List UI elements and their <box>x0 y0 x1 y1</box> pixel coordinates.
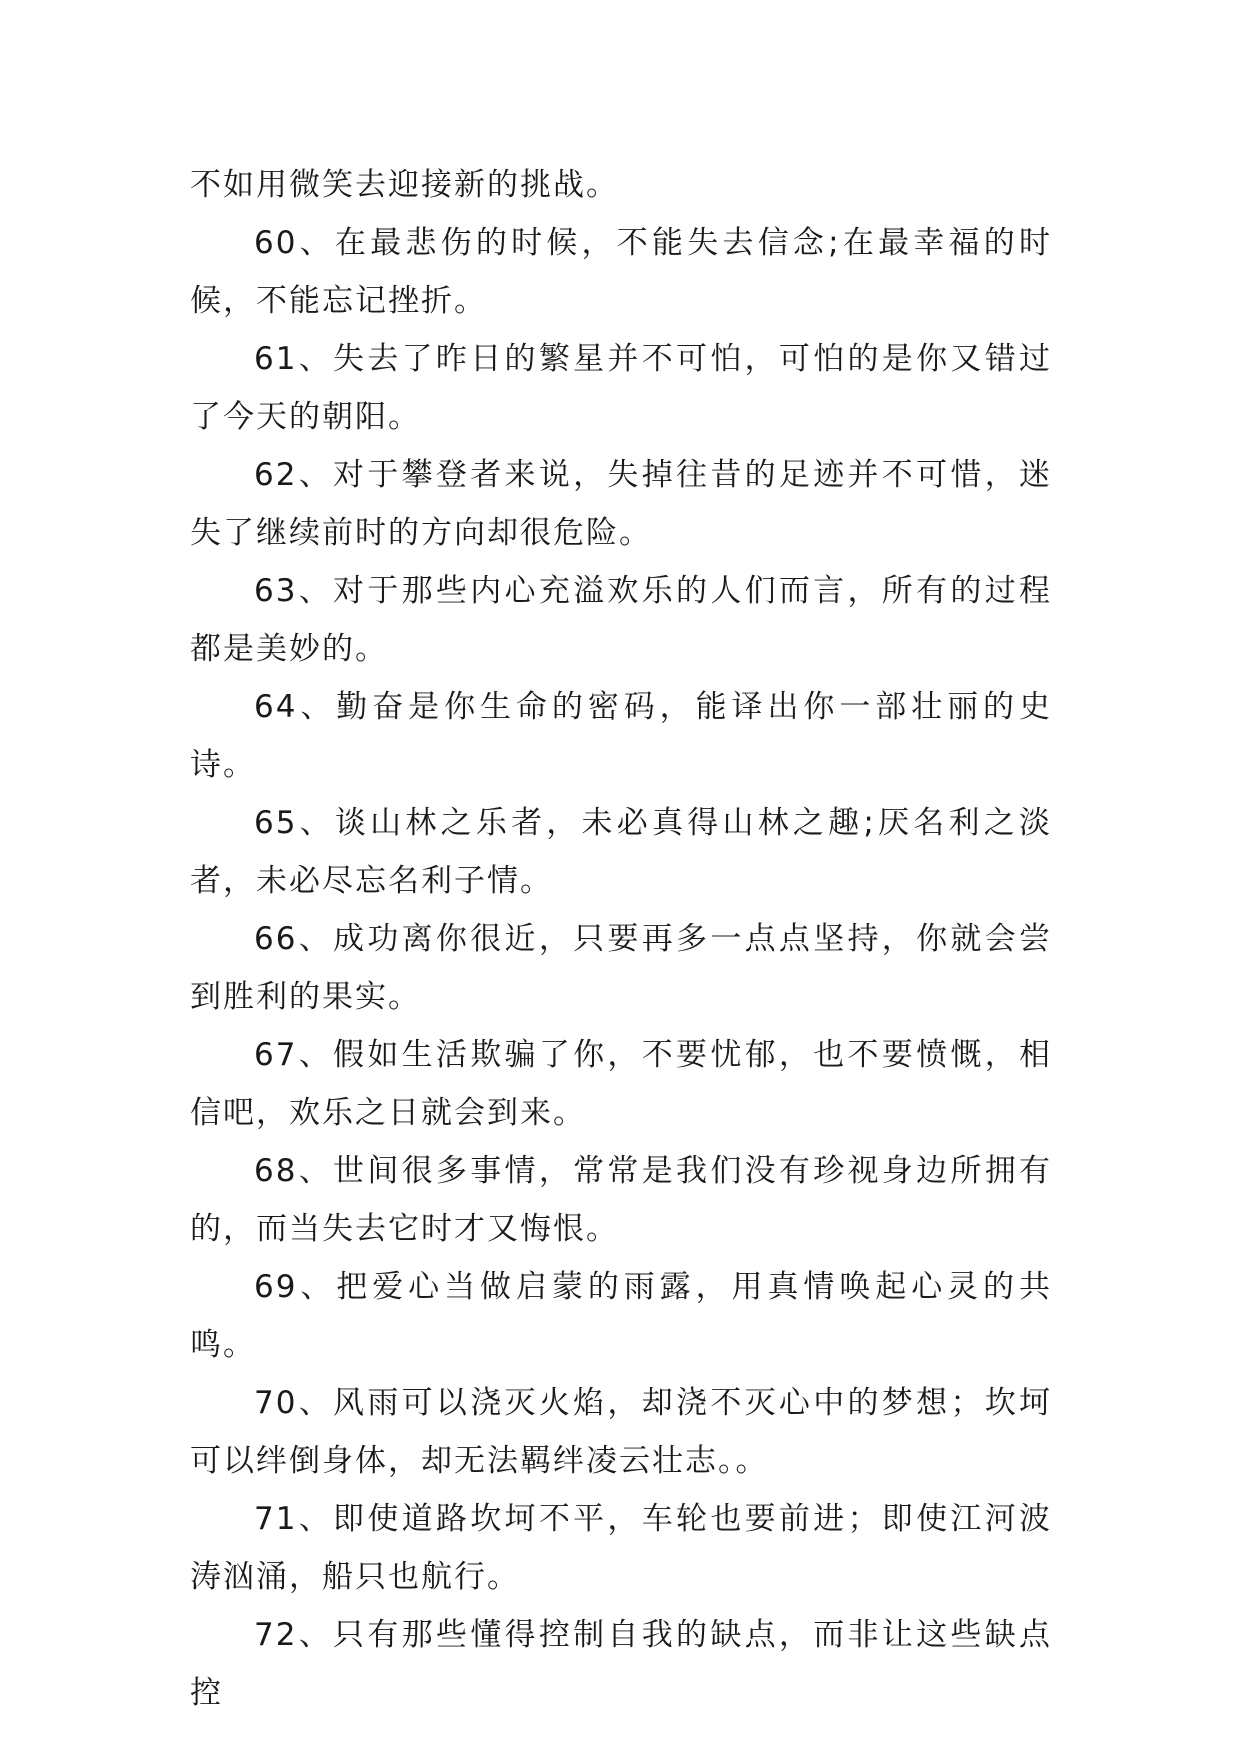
quote-60: 60、在最悲伤的时候，不能失去信念;在最幸福的时候，不能忘记挫折。 <box>190 225 1052 319</box>
quote-61: 61、失去了昨日的繁星并不可怕，可怕的是你又错过了今天的朝阳。 <box>190 341 1052 435</box>
document-body <box>190 156 1052 1722</box>
quote-64: 64、勤奋是你生命的密码，能译出你一部壮丽的史诗。 <box>190 689 1052 783</box>
quote-72: 72、只有那些懂得控制自我的缺点，而非让这些缺点控 <box>190 1617 1052 1711</box>
quote-63: 63、对于那些内心充溢欢乐的人们而言，所有的过程都是美妙的。 <box>190 573 1052 667</box>
quote-66: 66、成功离你很近，只要再多一点点坚持，你就会尝到胜利的果实。 <box>190 921 1052 1015</box>
quote-70: 70、风雨可以浇灭火焰，却浇不灭心中的梦想；坎坷可以绊倒身体，却无法羁绊凌云壮志。。 <box>190 1385 1052 1479</box>
paragraph-continuation: 不如用微笑去迎接新的挑战。 <box>190 167 619 203</box>
quote-67: 67、假如生活欺骗了你，不要忧郁，也不要愤慨，相信吧，欢乐之日就会到来。 <box>190 1037 1052 1131</box>
quote-62: 62、对于攀登者来说，失掉往昔的足迹并不可惜，迷失了继续前时的方向却很危险。 <box>190 457 1052 551</box>
quote-69: 69、把爱心当做启蒙的雨露，用真情唤起心灵的共鸣。 <box>190 1269 1052 1363</box>
quote-68: 68、世间很多事情，常常是我们没有珍视身边所拥有的，而当失去它时才又悔恨。 <box>190 1153 1052 1247</box>
quote-65: 65、谈山林之乐者，未必真得山林之趣;厌名利之淡者，未必尽忘名利子情。 <box>190 805 1052 899</box>
quote-71: 71、即使道路坎坷不平，车轮也要前进；即使江河波涛汹涌，船只也航行。 <box>190 1501 1052 1595</box>
